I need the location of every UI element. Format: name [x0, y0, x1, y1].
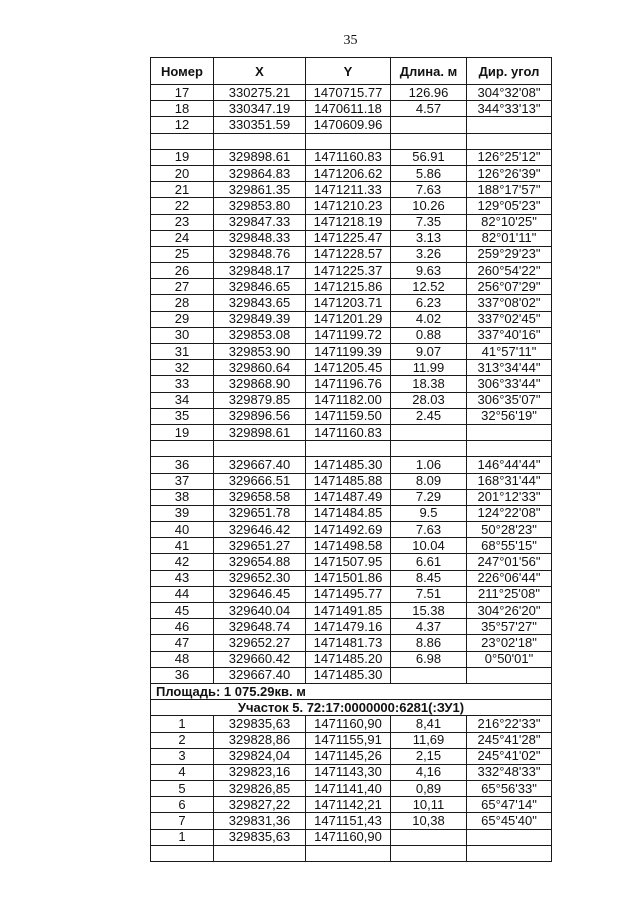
direction-angle-cell: 306°33'44"	[467, 376, 552, 392]
point-number-cell: 26	[151, 263, 214, 279]
y-coordinate-cell	[306, 133, 391, 149]
table-row	[151, 214, 552, 230]
x-coordinate-cell: 329646.45	[214, 586, 306, 602]
direction-angle-cell: 65°56'33"	[467, 781, 552, 797]
x-coordinate-cell: 329654.88	[214, 554, 306, 570]
y-coordinate-cell: 1471501.86	[306, 570, 391, 586]
x-coordinate-cell: 329843.65	[214, 295, 306, 311]
y-coordinate-cell: 1471225.37	[306, 263, 391, 279]
point-number-cell: 3	[151, 748, 214, 764]
length-cell	[391, 117, 467, 133]
length-cell: 4,16	[391, 764, 467, 780]
y-coordinate-cell: 1471141,40	[306, 781, 391, 797]
length-cell: 7.51	[391, 586, 467, 602]
point-number-cell: 47	[151, 635, 214, 651]
x-coordinate-cell: 329667.40	[214, 457, 306, 473]
y-coordinate-cell: 1471485.30	[306, 457, 391, 473]
direction-angle-cell: 245°41'02"	[467, 748, 552, 764]
point-number-cell	[151, 133, 214, 149]
length-cell: 7.63	[391, 182, 467, 198]
direction-angle-cell: 337°02'45"	[467, 311, 552, 327]
length-cell: 12.52	[391, 279, 467, 295]
y-coordinate-cell: 1471142,21	[306, 797, 391, 813]
y-coordinate-cell: 1471203.71	[306, 295, 391, 311]
table-row	[151, 797, 552, 813]
x-coordinate-cell: 329666.51	[214, 473, 306, 489]
table-row	[151, 165, 552, 181]
y-coordinate-cell: 1471151,43	[306, 813, 391, 829]
table-row	[151, 732, 552, 748]
y-coordinate-cell: 1471228.57	[306, 246, 391, 262]
y-coordinate-cell: 1471485.30	[306, 667, 391, 683]
y-coordinate-cell: 1471196.76	[306, 376, 391, 392]
point-number-cell: 19	[151, 149, 214, 165]
x-coordinate-cell: 329879.85	[214, 392, 306, 408]
direction-angle-cell: 306°35'07"	[467, 392, 552, 408]
direction-angle-cell: 313°34'44"	[467, 360, 552, 376]
table-row	[151, 360, 552, 376]
y-coordinate-cell: 1471199.72	[306, 327, 391, 343]
direction-angle-cell: 344°33'13"	[467, 101, 552, 117]
area-row	[151, 683, 552, 699]
table-row	[151, 522, 552, 538]
x-coordinate-cell: 329853.80	[214, 198, 306, 214]
x-coordinate-cell: 329651.27	[214, 538, 306, 554]
point-number-cell: 24	[151, 230, 214, 246]
direction-angle-cell: 304°26'20"	[467, 603, 552, 619]
direction-angle-cell: 247°01'56"	[467, 554, 552, 570]
point-number-cell: 42	[151, 554, 214, 570]
direction-angle-cell: 82°01'11"	[467, 230, 552, 246]
point-number-cell: 39	[151, 505, 214, 521]
point-number-cell: 23	[151, 214, 214, 230]
direction-angle-cell: 337°08'02"	[467, 295, 552, 311]
length-cell: 9.07	[391, 344, 467, 360]
point-number-cell: 1	[151, 829, 214, 845]
length-cell	[391, 424, 467, 440]
point-number-cell: 5	[151, 781, 214, 797]
direction-angle-cell: 65°45'40"	[467, 813, 552, 829]
length-cell: 3.26	[391, 246, 467, 262]
table-row	[151, 149, 552, 165]
point-number-cell: 48	[151, 651, 214, 667]
x-coordinate-cell: 329646.42	[214, 522, 306, 538]
direction-angle-cell: 41°57'11"	[467, 344, 552, 360]
table-row	[151, 101, 552, 117]
y-coordinate-cell: 1470611.18	[306, 101, 391, 117]
direction-angle-cell: 304°32'08"	[467, 85, 552, 101]
point-number-cell: 46	[151, 619, 214, 635]
direction-angle-cell: 332°48'33"	[467, 764, 552, 780]
direction-angle-cell: 245°41'28"	[467, 732, 552, 748]
length-cell: 4.02	[391, 311, 467, 327]
x-coordinate-cell: 329848.17	[214, 263, 306, 279]
length-cell: 11.99	[391, 360, 467, 376]
direction-angle-cell: 256°07'29"	[467, 279, 552, 295]
length-cell: 3.13	[391, 230, 467, 246]
y-coordinate-cell: 1471487.49	[306, 489, 391, 505]
table-row	[151, 344, 552, 360]
coordinates-table	[150, 57, 552, 862]
direction-angle-cell: 50°28'23"	[467, 522, 552, 538]
direction-angle-cell: 0°50'01"	[467, 651, 552, 667]
y-coordinate-cell: 1471215.86	[306, 279, 391, 295]
length-cell: 7.63	[391, 522, 467, 538]
length-cell: 6.23	[391, 295, 467, 311]
length-cell: 8,41	[391, 716, 467, 732]
length-cell: 11,69	[391, 732, 467, 748]
length-cell: 0.88	[391, 327, 467, 343]
table-row	[151, 764, 552, 780]
x-coordinate-cell: 329828,86	[214, 732, 306, 748]
section-title: Участок 5. 72:17:0000000:6281(:ЗУ1)	[151, 700, 552, 716]
table-row	[151, 554, 552, 570]
table-row	[151, 295, 552, 311]
length-cell: 4.57	[391, 101, 467, 117]
y-coordinate-cell: 1471160.83	[306, 424, 391, 440]
header-number: Номер	[151, 58, 214, 85]
point-number-cell: 25	[151, 246, 214, 262]
x-coordinate-cell: 329826,85	[214, 781, 306, 797]
y-coordinate-cell: 1471155,91	[306, 732, 391, 748]
y-coordinate-cell: 1471507.95	[306, 554, 391, 570]
point-number-cell	[151, 845, 214, 861]
length-cell: 9.5	[391, 505, 467, 521]
table-row	[151, 230, 552, 246]
y-coordinate-cell	[306, 845, 391, 861]
direction-angle-cell: 201°12'33"	[467, 489, 552, 505]
table-row	[151, 570, 552, 586]
x-coordinate-cell: 329861.35	[214, 182, 306, 198]
table-row	[151, 311, 552, 327]
x-coordinate-cell: 329853.90	[214, 344, 306, 360]
y-coordinate-cell: 1471492.69	[306, 522, 391, 538]
length-cell	[391, 845, 467, 861]
length-cell: 8.86	[391, 635, 467, 651]
point-number-cell: 36	[151, 457, 214, 473]
table-row	[151, 85, 552, 101]
x-coordinate-cell: 329853.08	[214, 327, 306, 343]
table-row	[151, 392, 552, 408]
length-cell: 18.38	[391, 376, 467, 392]
x-coordinate-cell: 329864.83	[214, 165, 306, 181]
table-row	[151, 376, 552, 392]
y-coordinate-cell: 1471206.62	[306, 165, 391, 181]
point-number-cell: 22	[151, 198, 214, 214]
direction-angle-cell: 32°56'19"	[467, 408, 552, 424]
x-coordinate-cell: 329849.39	[214, 311, 306, 327]
direction-angle-cell: 65°47'14"	[467, 797, 552, 813]
x-coordinate-cell: 329667.40	[214, 667, 306, 683]
direction-angle-cell	[467, 829, 552, 845]
table-header	[151, 58, 552, 85]
y-coordinate-cell: 1471199.39	[306, 344, 391, 360]
point-number-cell: 17	[151, 85, 214, 101]
y-coordinate-cell: 1471210.23	[306, 198, 391, 214]
header-direction-angle: Дир. угол	[467, 58, 552, 85]
length-cell: 7.29	[391, 489, 467, 505]
direction-angle-cell	[467, 845, 552, 861]
y-coordinate-cell: 1471143,30	[306, 764, 391, 780]
direction-angle-cell: 337°40'16"	[467, 327, 552, 343]
direction-angle-cell: 226°06'44"	[467, 570, 552, 586]
y-coordinate-cell: 1471485.20	[306, 651, 391, 667]
direction-angle-cell: 124°22'08"	[467, 505, 552, 521]
length-cell: 1.06	[391, 457, 467, 473]
y-coordinate-cell	[306, 441, 391, 457]
direction-angle-cell: 68°55'15"	[467, 538, 552, 554]
header-length: Длина. м	[391, 58, 467, 85]
direction-angle-cell: 126°25'12"	[467, 149, 552, 165]
table-row	[151, 538, 552, 554]
table-row	[151, 424, 552, 440]
x-coordinate-cell: 329835,63	[214, 829, 306, 845]
header-row	[151, 58, 552, 85]
point-number-cell: 20	[151, 165, 214, 181]
direction-angle-cell: 188°17'57"	[467, 182, 552, 198]
y-coordinate-cell: 1471160.83	[306, 149, 391, 165]
y-coordinate-cell: 1471211.33	[306, 182, 391, 198]
x-coordinate-cell: 329648.74	[214, 619, 306, 635]
table-row	[151, 603, 552, 619]
length-cell	[391, 441, 467, 457]
x-coordinate-cell: 329652.30	[214, 570, 306, 586]
x-coordinate-cell: 330351.59	[214, 117, 306, 133]
point-number-cell: 31	[151, 344, 214, 360]
x-coordinate-cell: 329660.42	[214, 651, 306, 667]
table-row	[151, 279, 552, 295]
point-number-cell: 45	[151, 603, 214, 619]
y-coordinate-cell: 1470715.77	[306, 85, 391, 101]
blank-row	[151, 133, 552, 149]
x-coordinate-cell: 329848.33	[214, 230, 306, 246]
table-row	[151, 651, 552, 667]
point-number-cell: 4	[151, 764, 214, 780]
length-cell: 15.38	[391, 603, 467, 619]
length-cell: 5.86	[391, 165, 467, 181]
point-number-cell: 12	[151, 117, 214, 133]
table-row	[151, 473, 552, 489]
point-number-cell: 35	[151, 408, 214, 424]
section-title-row	[151, 700, 552, 716]
point-number-cell: 27	[151, 279, 214, 295]
page-number: 35	[343, 33, 358, 48]
blank-row	[151, 845, 552, 861]
table-row	[151, 586, 552, 602]
x-coordinate-cell: 329898.61	[214, 149, 306, 165]
length-cell: 10.04	[391, 538, 467, 554]
length-cell: 6.61	[391, 554, 467, 570]
table-body	[151, 85, 552, 862]
direction-angle-cell: 260°54'22"	[467, 263, 552, 279]
table-row	[151, 198, 552, 214]
blank-row	[151, 441, 552, 457]
direction-angle-cell	[467, 667, 552, 683]
length-cell: 2.45	[391, 408, 467, 424]
length-cell: 10.26	[391, 198, 467, 214]
length-cell: 56.91	[391, 149, 467, 165]
table-row	[151, 781, 552, 797]
direction-angle-cell	[467, 441, 552, 457]
x-coordinate-cell: 329868.90	[214, 376, 306, 392]
length-cell: 9.63	[391, 263, 467, 279]
y-coordinate-cell: 1471479.16	[306, 619, 391, 635]
x-coordinate-cell: 329658.58	[214, 489, 306, 505]
y-coordinate-cell: 1471481.73	[306, 635, 391, 651]
x-coordinate-cell: 329823,16	[214, 764, 306, 780]
direction-angle-cell	[467, 117, 552, 133]
x-coordinate-cell: 329896.56	[214, 408, 306, 424]
point-number-cell: 36	[151, 667, 214, 683]
length-cell: 126.96	[391, 85, 467, 101]
point-number-cell	[151, 441, 214, 457]
point-number-cell: 19	[151, 424, 214, 440]
point-number-cell: 32	[151, 360, 214, 376]
table-row	[151, 263, 552, 279]
length-cell: 0,89	[391, 781, 467, 797]
direction-angle-cell: 82°10'25"	[467, 214, 552, 230]
x-coordinate-cell	[214, 441, 306, 457]
length-cell	[391, 133, 467, 149]
direction-angle-cell	[467, 424, 552, 440]
point-number-cell: 7	[151, 813, 214, 829]
direction-angle-cell: 129°05'23"	[467, 198, 552, 214]
point-number-cell: 2	[151, 732, 214, 748]
direction-angle-cell: 35°57'27"	[467, 619, 552, 635]
point-number-cell: 44	[151, 586, 214, 602]
x-coordinate-cell	[214, 133, 306, 149]
x-coordinate-cell: 329640.04	[214, 603, 306, 619]
header-y: Y	[306, 58, 391, 85]
direction-angle-cell: 259°29'23"	[467, 246, 552, 262]
length-cell: 10,11	[391, 797, 467, 813]
y-coordinate-cell: 1471498.58	[306, 538, 391, 554]
table-row	[151, 829, 552, 845]
table-row	[151, 505, 552, 521]
x-coordinate-cell: 329831,36	[214, 813, 306, 829]
x-coordinate-cell: 329835,63	[214, 716, 306, 732]
point-number-cell: 18	[151, 101, 214, 117]
table-row	[151, 716, 552, 732]
table-row	[151, 246, 552, 262]
y-coordinate-cell: 1471182.00	[306, 392, 391, 408]
point-number-cell: 34	[151, 392, 214, 408]
x-coordinate-cell: 329846.65	[214, 279, 306, 295]
y-coordinate-cell: 1471159.50	[306, 408, 391, 424]
point-number-cell: 30	[151, 327, 214, 343]
y-coordinate-cell: 1470609.96	[306, 117, 391, 133]
table-row	[151, 667, 552, 683]
x-coordinate-cell: 329848.76	[214, 246, 306, 262]
length-cell	[391, 667, 467, 683]
x-coordinate-cell: 329824,04	[214, 748, 306, 764]
table-row	[151, 748, 552, 764]
x-coordinate-cell: 329651.78	[214, 505, 306, 521]
point-number-cell: 1	[151, 716, 214, 732]
y-coordinate-cell: 1471484.85	[306, 505, 391, 521]
point-number-cell: 43	[151, 570, 214, 586]
direction-angle-cell: 23°02'18"	[467, 635, 552, 651]
header-x: X	[214, 58, 306, 85]
y-coordinate-cell: 1471495.77	[306, 586, 391, 602]
x-coordinate-cell: 329898.61	[214, 424, 306, 440]
point-number-cell: 29	[151, 311, 214, 327]
table-row	[151, 489, 552, 505]
direction-angle-cell: 126°26'39"	[467, 165, 552, 181]
direction-angle-cell: 146°44'44"	[467, 457, 552, 473]
table-row	[151, 635, 552, 651]
length-cell: 2,15	[391, 748, 467, 764]
direction-angle-cell: 168°31'44"	[467, 473, 552, 489]
length-cell: 8.09	[391, 473, 467, 489]
x-coordinate-cell: 329860.64	[214, 360, 306, 376]
length-cell: 8.45	[391, 570, 467, 586]
point-number-cell: 40	[151, 522, 214, 538]
y-coordinate-cell: 1471160,90	[306, 829, 391, 845]
table-row	[151, 117, 552, 133]
x-coordinate-cell: 330275.21	[214, 85, 306, 101]
table-row	[151, 327, 552, 343]
direction-angle-cell: 216°22'33"	[467, 716, 552, 732]
y-coordinate-cell: 1471491.85	[306, 603, 391, 619]
area-text: Площадь: 1 075.29кв. м	[151, 683, 552, 699]
point-number-cell: 41	[151, 538, 214, 554]
y-coordinate-cell: 1471145,26	[306, 748, 391, 764]
point-number-cell: 28	[151, 295, 214, 311]
point-number-cell: 33	[151, 376, 214, 392]
table-row	[151, 457, 552, 473]
point-number-cell: 6	[151, 797, 214, 813]
x-coordinate-cell: 330347.19	[214, 101, 306, 117]
table-row	[151, 813, 552, 829]
length-cell: 7.35	[391, 214, 467, 230]
length-cell: 4.37	[391, 619, 467, 635]
y-coordinate-cell: 1471485.88	[306, 473, 391, 489]
y-coordinate-cell: 1471201.29	[306, 311, 391, 327]
point-number-cell: 37	[151, 473, 214, 489]
y-coordinate-cell: 1471225.47	[306, 230, 391, 246]
length-cell: 10,38	[391, 813, 467, 829]
y-coordinate-cell: 1471205.45	[306, 360, 391, 376]
direction-angle-cell: 211°25'08"	[467, 586, 552, 602]
length-cell: 6.98	[391, 651, 467, 667]
table-row	[151, 182, 552, 198]
y-coordinate-cell: 1471160,90	[306, 716, 391, 732]
table-row	[151, 408, 552, 424]
point-number-cell: 38	[151, 489, 214, 505]
direction-angle-cell	[467, 133, 552, 149]
x-coordinate-cell: 329827,22	[214, 797, 306, 813]
length-cell	[391, 829, 467, 845]
table-row	[151, 619, 552, 635]
length-cell: 28.03	[391, 392, 467, 408]
x-coordinate-cell: 329847.33	[214, 214, 306, 230]
y-coordinate-cell: 1471218.19	[306, 214, 391, 230]
point-number-cell: 21	[151, 182, 214, 198]
x-coordinate-cell	[214, 845, 306, 861]
x-coordinate-cell: 329652.27	[214, 635, 306, 651]
